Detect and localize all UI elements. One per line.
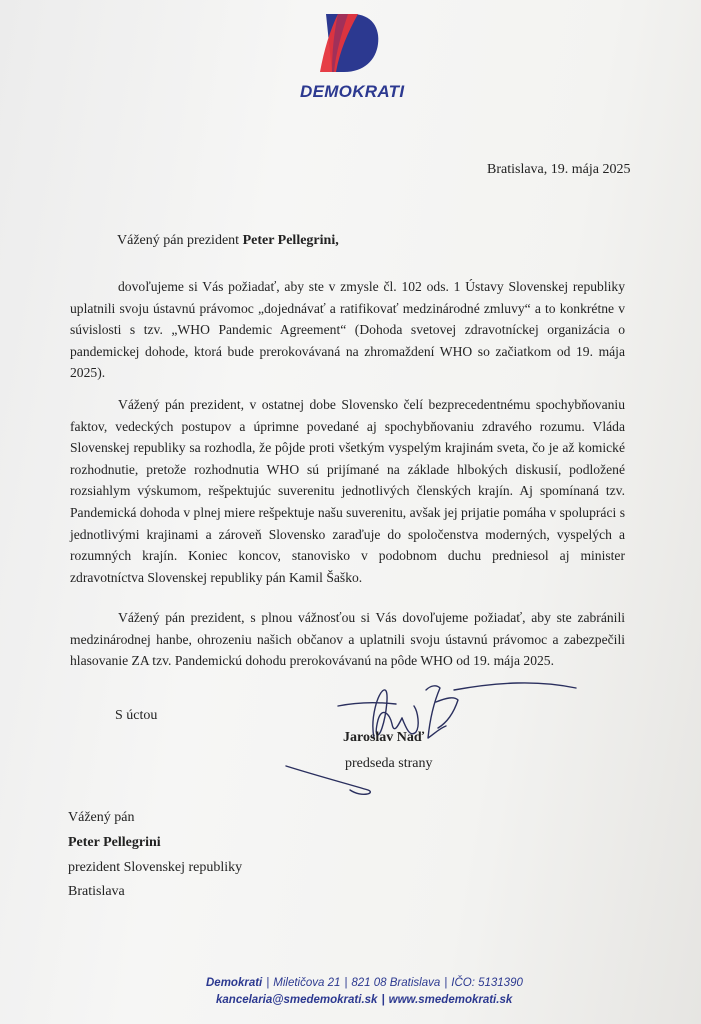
closing: S úctou [115, 708, 158, 723]
footer-separator: | [444, 977, 448, 989]
salutation [117, 233, 339, 249]
letter-date: Bratislava, 19. mája 2025 [487, 162, 631, 177]
footer-address-line [206, 977, 701, 989]
addressee-line-1: Vážený pán [68, 810, 135, 825]
salutation-name: Peter Pellegrini, [242, 233, 339, 248]
addressee-title: prezident Slovenskej republiky [68, 860, 243, 875]
paragraph-1: dovoľujeme si Vás požiadať, aby ste v zmysle čl. 102 ods. 1 Ústavy Slovenskej republiky uplatnili svoju ústavnú právomoc „dojednávať a ratifikovať medzinárodné zmluvy“ a to konkrétne v súvislosti s tzv. „WHO Pandemic Agreement“ (Dohoda svetovej zdravotníckej organizácia o pandemickej dohode, ktorá bude prerokovávaná na zhromaždení WHO so začiatkom od 19. mája 2025). [70, 279, 625, 381]
footer-web[interactable]: www.smedemokrati.sk [388, 994, 513, 1006]
paragraph-2: Vážený pán prezident, v ostatnej dobe Slovensko čelí bezprecedentnému spochybňovaniu faktov, vedeckých postupov a úprimne povedané aj spochybňovaniu zdravého rozumu. Vláda Slovenskej republiky sa rozhodla, že pôjde proti všetkým vyspelým krajinám sveta, čo je až komické rozhodnutie, pretože rozhodnutia WHO sú prijímané na základe hlbokých diskusií, podložené rozsiahlym výskumom, rešpektujúc suverenitu jednotlivých členských krajín. Aj spomínaná tzv. Pandemická dohoda v plnej miere rešpektuje našu suverenitu, avšak jej prijatie pomáha v spolupráci s jednotlivými krajinami a zároveň Slovensko zaraďuje do spoločenstva moderných, vyspelých a rozumných krajín. Koniec koncov, stanovisko v podobnom duchu predniesol aj minister zdravotníctva Slovenskej republiky pán Kamil Šaško. [70, 397, 625, 585]
logo-text: DEMOKRATI [300, 82, 405, 101]
logo-d-mark-icon [318, 12, 384, 76]
addressee-city: Bratislava [68, 884, 125, 899]
footer-street: Miletičova 21 [273, 977, 341, 989]
footer-separator: | [266, 977, 270, 989]
footer-email[interactable]: kancelaria@smedemokrati.sk [216, 994, 378, 1006]
footer-org: Demokrati [206, 977, 263, 989]
handwritten-signature [278, 672, 578, 804]
salutation-prefix: Vážený pán prezident [117, 233, 243, 248]
footer-ico: IČO: 5131390 [451, 977, 523, 989]
footer-contact-line [216, 994, 701, 1006]
paragraph-3: Vážený pán prezident, s plnou vážnosťou si Vás dovoľujeme požiadať, aby ste zabránili medzinárodnej hanbe, ohrozeniu našich občanov a uplatnili svoju ústavnú právomoc a zabezpečili hlasovanie ZA tzv. Pandemickú dohodu prerokovávanú na pôde WHO od 19. mája 2025. [70, 610, 625, 669]
signer-role: predseda strany [345, 756, 433, 771]
signer-name: Jaroslav Naď [343, 730, 425, 745]
footer-city: 821 08 Bratislava [351, 977, 441, 989]
footer-separator: | [344, 977, 348, 989]
addressee-name: Peter Pellegrini [68, 835, 161, 850]
footer-separator: | [381, 994, 385, 1006]
party-logo [300, 12, 405, 102]
